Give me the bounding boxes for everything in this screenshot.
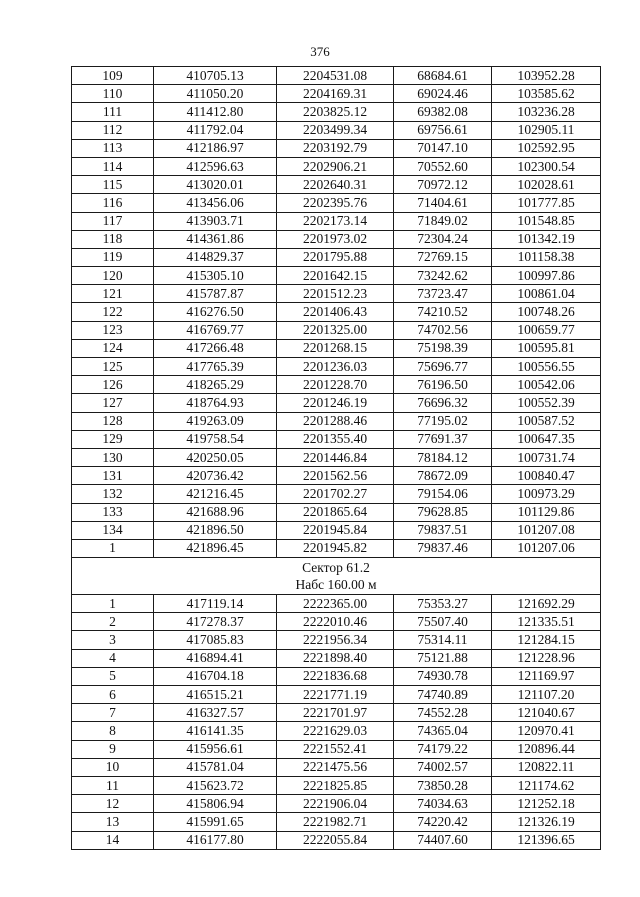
y-coordinate-cell: 2201246.19 bbox=[277, 394, 394, 412]
table-row bbox=[72, 722, 601, 740]
local-x-cell: 72769.15 bbox=[394, 248, 492, 266]
point-number-cell: 10 bbox=[72, 758, 154, 776]
local-y-cell: 100542.06 bbox=[492, 376, 601, 394]
local-x-cell: 79837.46 bbox=[394, 539, 492, 557]
page-number: 376 bbox=[310, 44, 330, 59]
point-number-cell: 118 bbox=[72, 230, 154, 248]
point-number-cell: 4 bbox=[72, 649, 154, 667]
table-row bbox=[72, 667, 601, 685]
x-coordinate-cell: 417278.37 bbox=[154, 613, 277, 631]
local-y-cell: 100556.55 bbox=[492, 358, 601, 376]
local-x-cell: 70147.10 bbox=[394, 139, 492, 157]
table-row bbox=[72, 704, 601, 722]
x-coordinate-cell: 420250.05 bbox=[154, 448, 277, 466]
local-x-cell: 74002.57 bbox=[394, 758, 492, 776]
y-coordinate-cell: 2201973.02 bbox=[277, 230, 394, 248]
local-y-cell: 121396.65 bbox=[492, 831, 601, 849]
x-coordinate-cell: 413456.06 bbox=[154, 194, 277, 212]
local-y-cell: 101777.85 bbox=[492, 194, 601, 212]
point-number-cell: 115 bbox=[72, 176, 154, 194]
local-x-cell: 74179.22 bbox=[394, 740, 492, 758]
local-y-cell: 101342.19 bbox=[492, 230, 601, 248]
local-y-cell: 102592.95 bbox=[492, 139, 601, 157]
x-coordinate-cell: 415806.94 bbox=[154, 795, 277, 813]
local-y-cell: 121284.15 bbox=[492, 631, 601, 649]
local-x-cell: 74407.60 bbox=[394, 831, 492, 849]
local-y-cell: 103236.28 bbox=[492, 103, 601, 121]
y-coordinate-cell: 2201865.64 bbox=[277, 503, 394, 521]
local-x-cell: 75353.27 bbox=[394, 595, 492, 613]
y-coordinate-cell: 2221771.19 bbox=[277, 686, 394, 704]
point-number-cell: 12 bbox=[72, 795, 154, 813]
local-y-cell: 100552.39 bbox=[492, 394, 601, 412]
local-y-cell: 121252.18 bbox=[492, 795, 601, 813]
point-number-cell: 113 bbox=[72, 139, 154, 157]
local-x-cell: 72304.24 bbox=[394, 230, 492, 248]
table-row bbox=[72, 339, 601, 357]
local-y-cell: 120970.41 bbox=[492, 722, 601, 740]
x-coordinate-cell: 411050.20 bbox=[154, 85, 277, 103]
local-x-cell: 73242.62 bbox=[394, 267, 492, 285]
y-coordinate-cell: 2201945.82 bbox=[277, 539, 394, 557]
table-row bbox=[72, 303, 601, 321]
table-row bbox=[72, 503, 601, 521]
local-y-cell: 120822.11 bbox=[492, 758, 601, 776]
y-coordinate-cell: 2202906.21 bbox=[277, 157, 394, 175]
point-number-cell: 7 bbox=[72, 704, 154, 722]
table-row bbox=[72, 631, 601, 649]
point-number-cell: 124 bbox=[72, 339, 154, 357]
section-header bbox=[72, 558, 601, 595]
local-x-cell: 74220.42 bbox=[394, 813, 492, 831]
local-y-cell: 121335.51 bbox=[492, 613, 601, 631]
y-coordinate-cell: 2221982.71 bbox=[277, 813, 394, 831]
local-y-cell: 100595.81 bbox=[492, 339, 601, 357]
x-coordinate-cell: 415623.72 bbox=[154, 776, 277, 794]
table-row bbox=[72, 448, 601, 466]
y-coordinate-cell: 2201512.23 bbox=[277, 285, 394, 303]
x-coordinate-cell: 417266.48 bbox=[154, 339, 277, 357]
x-coordinate-cell: 419758.54 bbox=[154, 430, 277, 448]
y-coordinate-cell: 2201562.56 bbox=[277, 467, 394, 485]
table-row bbox=[72, 267, 601, 285]
table-row bbox=[72, 230, 601, 248]
point-number-cell: 112 bbox=[72, 121, 154, 139]
y-coordinate-cell: 2203192.79 bbox=[277, 139, 394, 157]
local-y-cell: 121040.67 bbox=[492, 704, 601, 722]
x-coordinate-cell: 415991.65 bbox=[154, 813, 277, 831]
point-number-cell: 121 bbox=[72, 285, 154, 303]
section-header-row bbox=[72, 558, 601, 595]
local-y-cell: 121326.19 bbox=[492, 813, 601, 831]
local-y-cell: 102028.61 bbox=[492, 176, 601, 194]
table-row bbox=[72, 67, 601, 85]
point-number-cell: 123 bbox=[72, 321, 154, 339]
local-x-cell: 74210.52 bbox=[394, 303, 492, 321]
local-y-cell: 101548.85 bbox=[492, 212, 601, 230]
point-number-cell: 3 bbox=[72, 631, 154, 649]
x-coordinate-cell: 411792.04 bbox=[154, 121, 277, 139]
table-row bbox=[72, 212, 601, 230]
table-row bbox=[72, 85, 601, 103]
point-number-cell: 111 bbox=[72, 103, 154, 121]
table-row bbox=[72, 813, 601, 831]
local-y-cell: 121228.96 bbox=[492, 649, 601, 667]
y-coordinate-cell: 2201236.03 bbox=[277, 358, 394, 376]
x-coordinate-cell: 416769.77 bbox=[154, 321, 277, 339]
local-x-cell: 77691.37 bbox=[394, 430, 492, 448]
y-coordinate-cell: 2222365.00 bbox=[277, 595, 394, 613]
local-x-cell: 79154.06 bbox=[394, 485, 492, 503]
y-coordinate-cell: 2201446.84 bbox=[277, 448, 394, 466]
section-header-cell bbox=[72, 558, 601, 595]
x-coordinate-cell: 415956.61 bbox=[154, 740, 277, 758]
x-coordinate-cell: 419263.09 bbox=[154, 412, 277, 430]
y-coordinate-cell: 2221701.97 bbox=[277, 704, 394, 722]
x-coordinate-cell: 418265.29 bbox=[154, 376, 277, 394]
local-y-cell: 121174.62 bbox=[492, 776, 601, 794]
local-x-cell: 74552.28 bbox=[394, 704, 492, 722]
y-coordinate-cell: 2202640.31 bbox=[277, 176, 394, 194]
y-coordinate-cell: 2201228.70 bbox=[277, 376, 394, 394]
y-coordinate-cell: 2221825.85 bbox=[277, 776, 394, 794]
x-coordinate-cell: 416894.41 bbox=[154, 649, 277, 667]
x-coordinate-cell: 421896.50 bbox=[154, 521, 277, 539]
local-y-cell: 100587.52 bbox=[492, 412, 601, 430]
point-number-cell: 109 bbox=[72, 67, 154, 85]
y-coordinate-cell: 2203825.12 bbox=[277, 103, 394, 121]
table-row bbox=[72, 758, 601, 776]
local-x-cell: 73723.47 bbox=[394, 285, 492, 303]
point-number-cell: 125 bbox=[72, 358, 154, 376]
x-coordinate-cell: 414829.37 bbox=[154, 248, 277, 266]
local-y-cell: 103952.28 bbox=[492, 67, 601, 85]
local-x-cell: 74930.78 bbox=[394, 667, 492, 685]
point-number-cell: 13 bbox=[72, 813, 154, 831]
local-x-cell: 71404.61 bbox=[394, 194, 492, 212]
x-coordinate-cell: 421688.96 bbox=[154, 503, 277, 521]
y-coordinate-cell: 2221956.34 bbox=[277, 631, 394, 649]
local-x-cell: 74034.63 bbox=[394, 795, 492, 813]
local-x-cell: 76196.50 bbox=[394, 376, 492, 394]
local-x-cell: 79837.51 bbox=[394, 521, 492, 539]
local-x-cell: 69024.46 bbox=[394, 85, 492, 103]
local-y-cell: 100997.86 bbox=[492, 267, 601, 285]
local-x-cell: 78672.09 bbox=[394, 467, 492, 485]
y-coordinate-cell: 2221836.68 bbox=[277, 667, 394, 685]
local-x-cell: 69756.61 bbox=[394, 121, 492, 139]
x-coordinate-cell: 414361.86 bbox=[154, 230, 277, 248]
section-subtitle: Набс 160.00 м bbox=[295, 577, 377, 593]
local-y-cell: 101158.38 bbox=[492, 248, 601, 266]
local-x-cell: 79628.85 bbox=[394, 503, 492, 521]
table-row bbox=[72, 613, 601, 631]
point-number-cell: 132 bbox=[72, 485, 154, 503]
coordinates-table bbox=[71, 66, 601, 850]
y-coordinate-cell: 2201288.46 bbox=[277, 412, 394, 430]
local-y-cell: 102300.54 bbox=[492, 157, 601, 175]
x-coordinate-cell: 416704.18 bbox=[154, 667, 277, 685]
point-number-cell: 133 bbox=[72, 503, 154, 521]
local-y-cell: 103585.62 bbox=[492, 85, 601, 103]
table-row bbox=[72, 539, 601, 557]
x-coordinate-cell: 420736.42 bbox=[154, 467, 277, 485]
x-coordinate-cell: 413020.01 bbox=[154, 176, 277, 194]
local-y-cell: 101207.06 bbox=[492, 539, 601, 557]
y-coordinate-cell: 2221552.41 bbox=[277, 740, 394, 758]
local-y-cell: 121169.97 bbox=[492, 667, 601, 685]
point-number-cell: 128 bbox=[72, 412, 154, 430]
y-coordinate-cell: 2201795.88 bbox=[277, 248, 394, 266]
point-number-cell: 14 bbox=[72, 831, 154, 849]
x-coordinate-cell: 417085.83 bbox=[154, 631, 277, 649]
local-y-cell: 120896.44 bbox=[492, 740, 601, 758]
table-row bbox=[72, 740, 601, 758]
x-coordinate-cell: 415305.10 bbox=[154, 267, 277, 285]
point-number-cell: 1 bbox=[72, 539, 154, 557]
y-coordinate-cell: 2201268.15 bbox=[277, 339, 394, 357]
table-row bbox=[72, 157, 601, 175]
x-coordinate-cell: 411412.80 bbox=[154, 103, 277, 121]
y-coordinate-cell: 2201702.27 bbox=[277, 485, 394, 503]
point-number-cell: 11 bbox=[72, 776, 154, 794]
local-y-cell: 101129.86 bbox=[492, 503, 601, 521]
table-row bbox=[72, 103, 601, 121]
local-x-cell: 78184.12 bbox=[394, 448, 492, 466]
point-number-cell: 122 bbox=[72, 303, 154, 321]
point-number-cell: 1 bbox=[72, 595, 154, 613]
table-row bbox=[72, 776, 601, 794]
x-coordinate-cell: 416276.50 bbox=[154, 303, 277, 321]
local-y-cell: 100861.04 bbox=[492, 285, 601, 303]
table-row bbox=[72, 121, 601, 139]
point-number-cell: 2 bbox=[72, 613, 154, 631]
local-x-cell: 76696.32 bbox=[394, 394, 492, 412]
x-coordinate-cell: 421216.45 bbox=[154, 485, 277, 503]
point-number-cell: 119 bbox=[72, 248, 154, 266]
table-row bbox=[72, 358, 601, 376]
x-coordinate-cell: 415787.87 bbox=[154, 285, 277, 303]
point-number-cell: 114 bbox=[72, 157, 154, 175]
y-coordinate-cell: 2201406.43 bbox=[277, 303, 394, 321]
point-number-cell: 131 bbox=[72, 467, 154, 485]
local-y-cell: 100647.35 bbox=[492, 430, 601, 448]
local-x-cell: 74740.89 bbox=[394, 686, 492, 704]
section-title: Сектор 61.2 bbox=[302, 560, 370, 576]
y-coordinate-cell: 2222055.84 bbox=[277, 831, 394, 849]
y-coordinate-cell: 2201325.00 bbox=[277, 321, 394, 339]
local-y-cell: 100973.29 bbox=[492, 485, 601, 503]
point-number-cell: 116 bbox=[72, 194, 154, 212]
table-body-upper bbox=[72, 67, 601, 558]
local-x-cell: 71849.02 bbox=[394, 212, 492, 230]
x-coordinate-cell: 417119.14 bbox=[154, 595, 277, 613]
table-row bbox=[72, 831, 601, 849]
x-coordinate-cell: 416327.57 bbox=[154, 704, 277, 722]
local-x-cell: 74702.56 bbox=[394, 321, 492, 339]
x-coordinate-cell: 421896.45 bbox=[154, 539, 277, 557]
x-coordinate-cell: 410705.13 bbox=[154, 67, 277, 85]
point-number-cell: 117 bbox=[72, 212, 154, 230]
point-number-cell: 120 bbox=[72, 267, 154, 285]
table-row bbox=[72, 430, 601, 448]
table-row bbox=[72, 521, 601, 539]
x-coordinate-cell: 416177.80 bbox=[154, 831, 277, 849]
local-x-cell: 69382.08 bbox=[394, 103, 492, 121]
local-x-cell: 77195.02 bbox=[394, 412, 492, 430]
local-x-cell: 68684.61 bbox=[394, 67, 492, 85]
table-row bbox=[72, 467, 601, 485]
x-coordinate-cell: 413903.71 bbox=[154, 212, 277, 230]
point-number-cell: 129 bbox=[72, 430, 154, 448]
y-coordinate-cell: 2202395.76 bbox=[277, 194, 394, 212]
y-coordinate-cell: 2202173.14 bbox=[277, 212, 394, 230]
table-row bbox=[72, 412, 601, 430]
local-x-cell: 75121.88 bbox=[394, 649, 492, 667]
x-coordinate-cell: 417765.39 bbox=[154, 358, 277, 376]
table-row bbox=[72, 649, 601, 667]
local-y-cell: 100748.26 bbox=[492, 303, 601, 321]
local-x-cell: 75696.77 bbox=[394, 358, 492, 376]
table-row bbox=[72, 686, 601, 704]
local-x-cell: 75507.40 bbox=[394, 613, 492, 631]
point-number-cell: 134 bbox=[72, 521, 154, 539]
local-y-cell: 100840.47 bbox=[492, 467, 601, 485]
x-coordinate-cell: 415781.04 bbox=[154, 758, 277, 776]
table-row bbox=[72, 194, 601, 212]
local-y-cell: 100731.74 bbox=[492, 448, 601, 466]
y-coordinate-cell: 2221629.03 bbox=[277, 722, 394, 740]
point-number-cell: 9 bbox=[72, 740, 154, 758]
x-coordinate-cell: 416141.35 bbox=[154, 722, 277, 740]
point-number-cell: 5 bbox=[72, 667, 154, 685]
x-coordinate-cell: 412596.63 bbox=[154, 157, 277, 175]
y-coordinate-cell: 2201642.15 bbox=[277, 267, 394, 285]
local-y-cell: 121107.20 bbox=[492, 686, 601, 704]
table-row bbox=[72, 248, 601, 266]
local-x-cell: 70972.12 bbox=[394, 176, 492, 194]
table-row bbox=[72, 595, 601, 613]
local-y-cell: 100659.77 bbox=[492, 321, 601, 339]
local-y-cell: 121692.29 bbox=[492, 595, 601, 613]
y-coordinate-cell: 2204531.08 bbox=[277, 67, 394, 85]
y-coordinate-cell: 2221475.56 bbox=[277, 758, 394, 776]
local-x-cell: 70552.60 bbox=[394, 157, 492, 175]
x-coordinate-cell: 418764.93 bbox=[154, 394, 277, 412]
table-row bbox=[72, 176, 601, 194]
local-x-cell: 75198.39 bbox=[394, 339, 492, 357]
local-x-cell: 74365.04 bbox=[394, 722, 492, 740]
point-number-cell: 127 bbox=[72, 394, 154, 412]
local-y-cell: 102905.11 bbox=[492, 121, 601, 139]
table-row bbox=[72, 321, 601, 339]
table-row bbox=[72, 376, 601, 394]
y-coordinate-cell: 2201945.84 bbox=[277, 521, 394, 539]
point-number-cell: 126 bbox=[72, 376, 154, 394]
y-coordinate-cell: 2221906.04 bbox=[277, 795, 394, 813]
y-coordinate-cell: 2204169.31 bbox=[277, 85, 394, 103]
table-row bbox=[72, 485, 601, 503]
local-x-cell: 75314.11 bbox=[394, 631, 492, 649]
point-number-cell: 8 bbox=[72, 722, 154, 740]
point-number-cell: 110 bbox=[72, 85, 154, 103]
y-coordinate-cell: 2201355.40 bbox=[277, 430, 394, 448]
table-row bbox=[72, 394, 601, 412]
table-body-lower bbox=[72, 595, 601, 850]
local-x-cell: 73850.28 bbox=[394, 776, 492, 794]
point-number-cell: 130 bbox=[72, 448, 154, 466]
y-coordinate-cell: 2222010.46 bbox=[277, 613, 394, 631]
y-coordinate-cell: 2203499.34 bbox=[277, 121, 394, 139]
local-y-cell: 101207.08 bbox=[492, 521, 601, 539]
point-number-cell: 6 bbox=[72, 686, 154, 704]
y-coordinate-cell: 2221898.40 bbox=[277, 649, 394, 667]
table-row bbox=[72, 285, 601, 303]
x-coordinate-cell: 412186.97 bbox=[154, 139, 277, 157]
x-coordinate-cell: 416515.21 bbox=[154, 686, 277, 704]
table-row bbox=[72, 795, 601, 813]
table-row bbox=[72, 139, 601, 157]
